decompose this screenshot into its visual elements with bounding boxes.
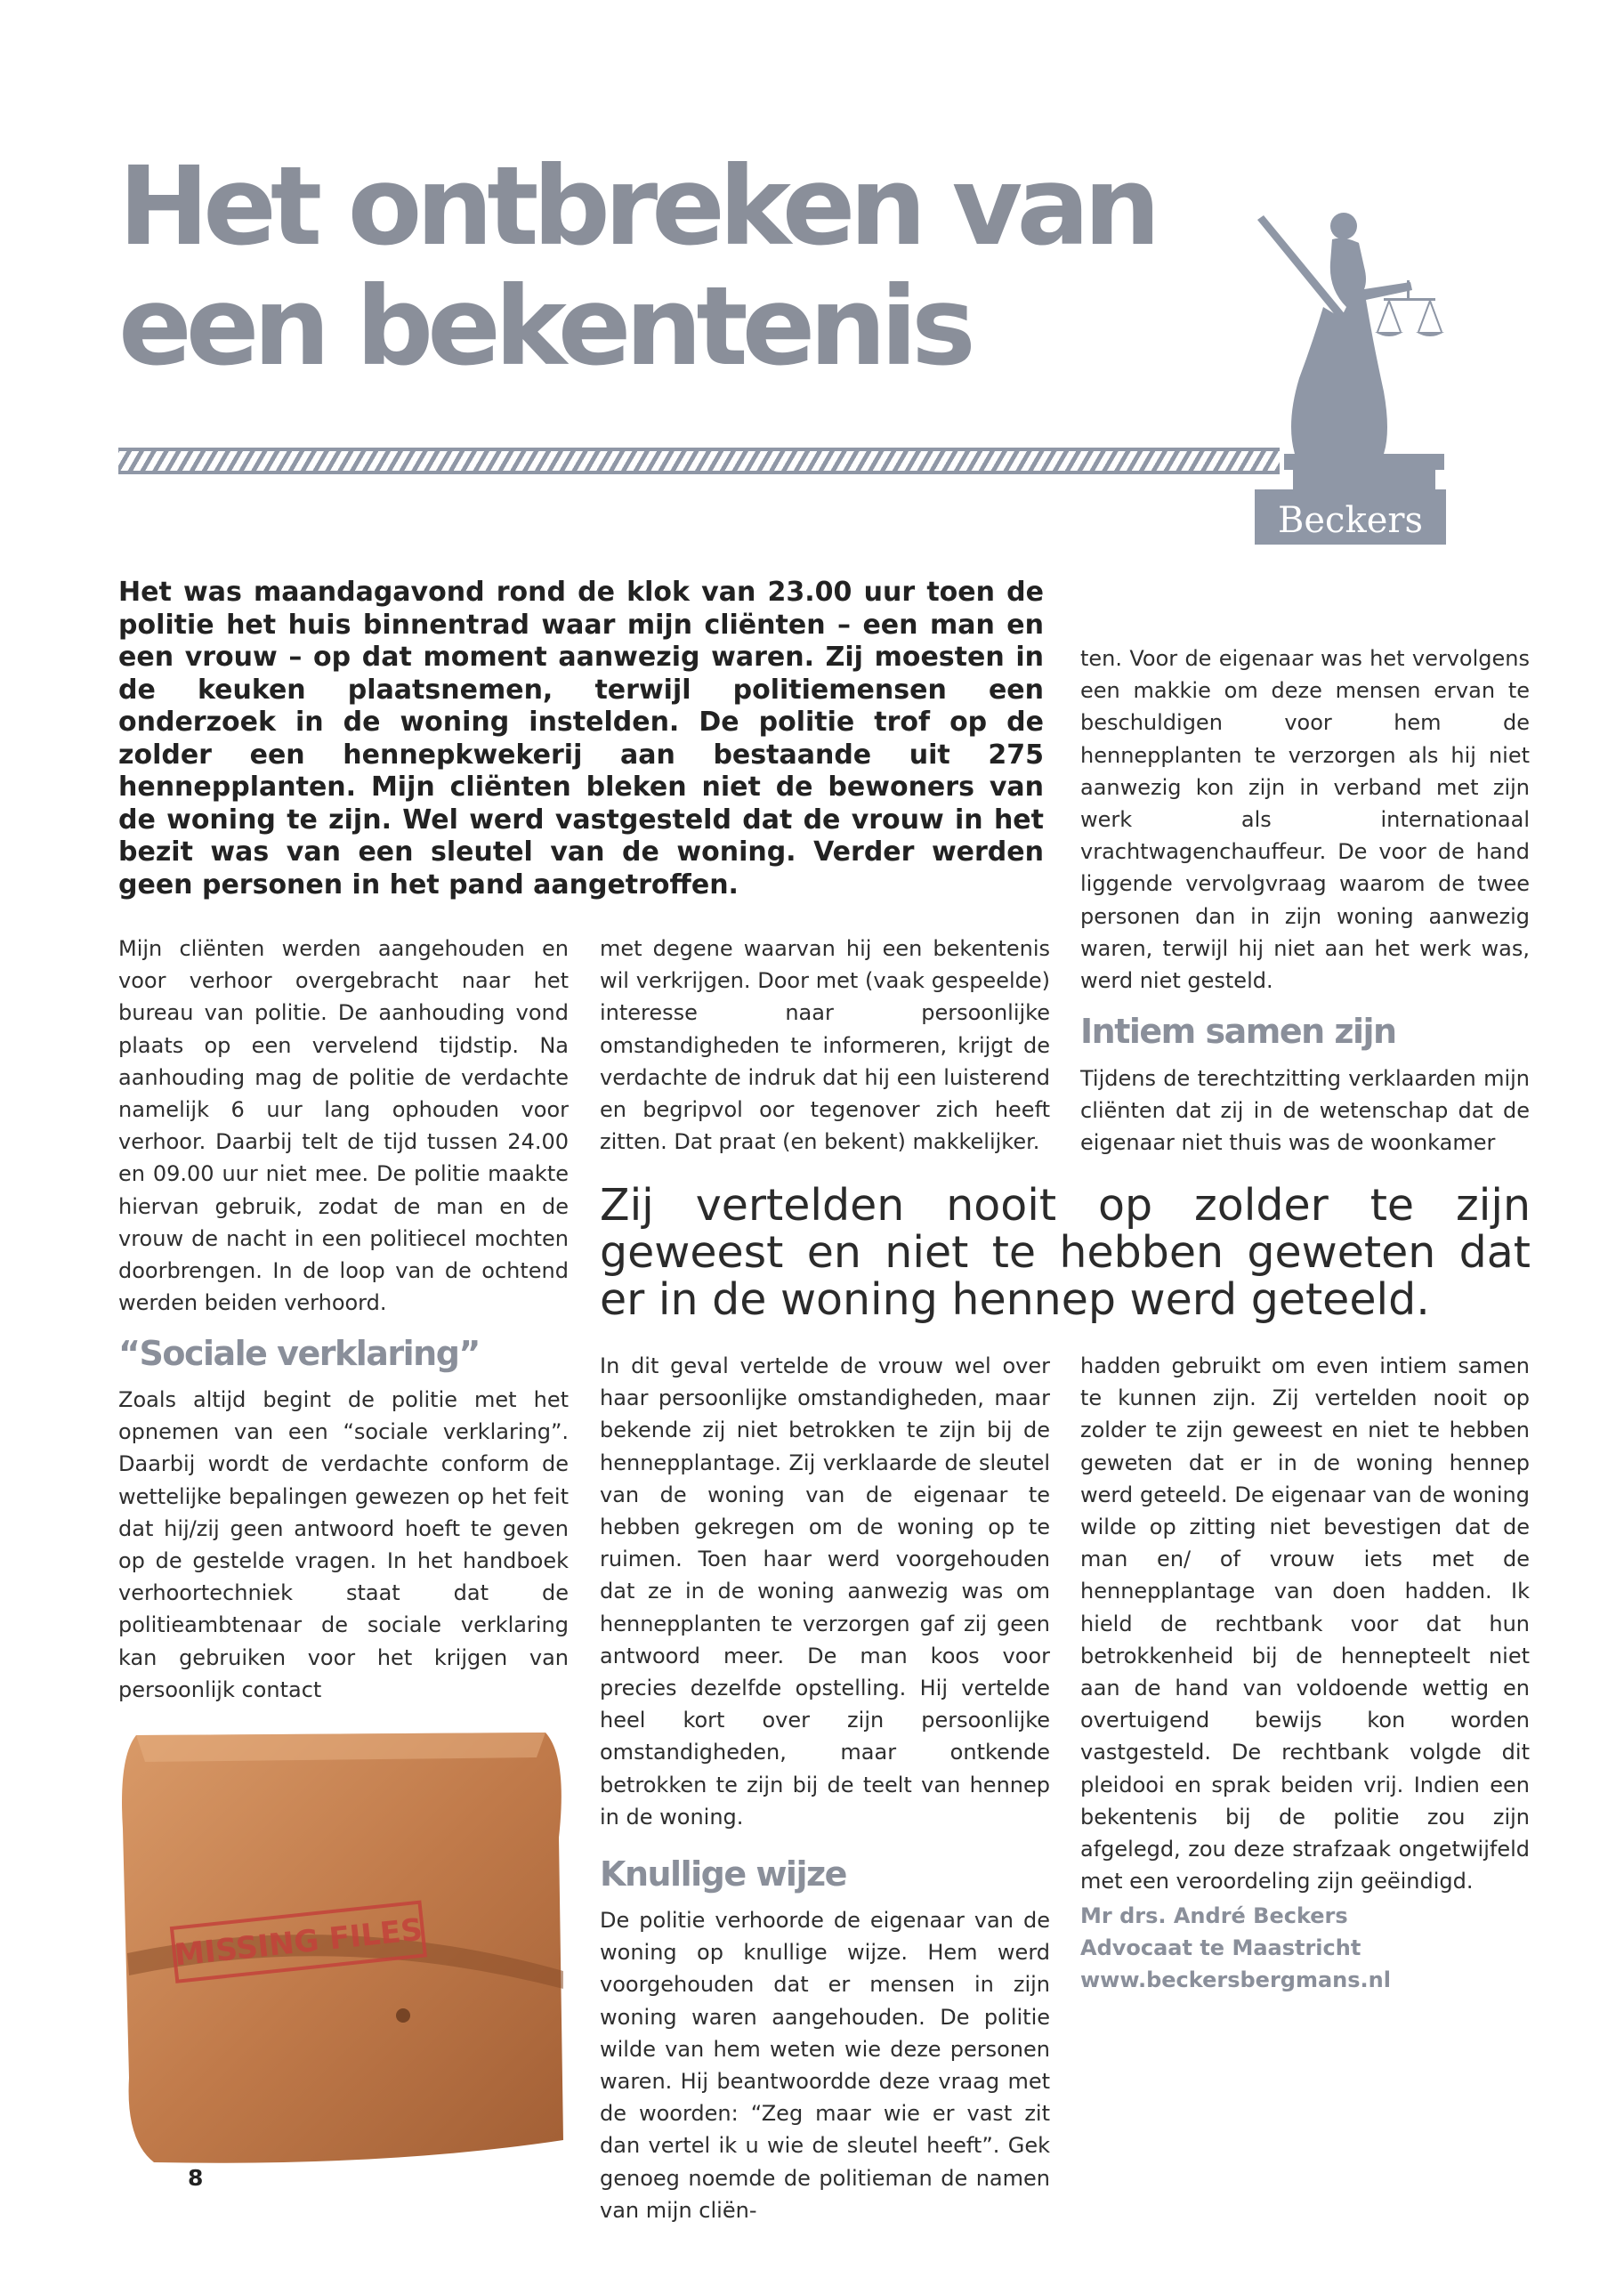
body-paragraph: Mijn cliënten werden aangehouden en voor verhoor overgebracht naar het bureau van politie. De aanhouding vond plaats op een vervelend tijdstip. Na aanhouding mag de politie de verdachte namelijk 6 uur lang ophouden voor verhoor. Daarbij telt de tijd tussen 24.00 en 09.00 uur niet mee. De politie maakte hiervan gebruik, zodat de man en de vrouw de nacht in een politiecel mochten doorbrengen. In de loop van de ochtend werden beiden verhoord. <box>118 936 569 1316</box>
heading-intiem-samen-zijn: Intiem samen zijn <box>1080 1012 1396 1051</box>
heading-sociale-verklaring: “Sociale verklaring” <box>118 1334 480 1373</box>
body-paragraph: Zoals altijd begint de politie met het opnemen van een “sociale verklaring”. Daarbij wordt de verdachte conform de wettelijke bepalingen gewezen op het feit dat hij/zij geen antwoord hoeft te geven op de gestelde vragen. In het handboek verhoortechniek staat dat de politieambtenaar de sociale verklaring kan gebruiken voor het krijgen van persoonlijk contact <box>118 1387 569 1702</box>
column-3-middle <box>1080 1062 1530 1159</box>
decorative-divider <box>118 448 1280 474</box>
logo-label: Beckers <box>1277 500 1424 541</box>
body-paragraph: met degene waarvan hij een bekentenis wil verkrijgen. Door met (vaak gespeelde) interesse naar persoonlijke omstandigheden te informeren, krijgt de verdachte de indruk dat hij een luisterend en begripvol oor tegenover zich heeft zitten. Dat praat (en bekent) makkelijker. <box>600 936 1050 1155</box>
page-number: 8 <box>188 2165 204 2191</box>
author-website: www.beckersbergmans.nl <box>1080 1967 1391 1992</box>
title-line-2: een bekentenis <box>118 263 970 390</box>
title-line-1: Het ontbreken van <box>118 143 1155 270</box>
article-title <box>118 143 1186 390</box>
author-name: Mr drs. André Beckers <box>1080 1903 1348 1928</box>
column-2-bottom <box>600 1904 1050 2226</box>
column-1-top <box>118 933 569 1319</box>
body-paragraph: ten. Voor de eigenaar was het vervolgens een makkie om deze mensen ervan te beschuldigen voor hem de hennepplanten te verzorgen als hij niet aanwezig kon zijn in verband met zijn werk als internationaal vrachtwagenchauffeur. De voor de hand liggende vervolgvraag waarom de twee personen dan in zijn woning aanwezig waren, terwijl hij niet aan het werk was, werd niet gesteld. <box>1080 646 1530 994</box>
stamp-text: MISSING FILES <box>173 1911 424 1974</box>
author-role: Advocaat te Maastricht <box>1080 1935 1361 1960</box>
column-3-top <box>1080 642 1530 997</box>
column-2-top <box>600 933 1050 1158</box>
column-2-middle <box>600 1350 1050 1833</box>
body-paragraph: De politie verhoorde de eigenaar van de woning op knullige wijze. Hem werd voorgehouden dat er mensen in zijn woning waren aangehouden. De politie wilde van hem weten wie deze personen waren. Hij beantwoordde deze vraag met de woorden: “Zeg maar wie er vast zit dan vertel ik u wie de sleutel heeft”. Gek genoeg noemde de politieman de namen van mijn cliën- <box>600 1908 1050 2223</box>
body-paragraph: In dit geval vertelde de vrouw wel over haar persoonlijke omstandigheden, maar bekende zij niet betrokken te zijn bij de hennepplantage. Zij verklaarde de sleutel van de woning van de eigenaar te hebben gekregen om de woning op te ruimen. Toen haar werd voorgehouden dat ze in de woning aanwezig was om hennepplanten te verzorgen gaf zij geen antwoord meer. De man koos voor precies dezelfde opstelling. Hij vertelde heel kort over zijn persoonlijke omstandigheden, maar ontkende betrokken te zijn bij de teelt van hennep in de woning. <box>600 1353 1050 1830</box>
column-1-bottom <box>118 1384 569 1706</box>
author-signature <box>1080 1900 1530 1996</box>
heading-knullige-wijze: Knullige wijze <box>600 1854 846 1894</box>
pull-quote: Zij vertelden nooit op zolder te zijn geweest en niet te hebben geweten dat er in de woning hennep werd geteeld. <box>600 1180 1531 1325</box>
column-3-bottom <box>1080 1350 1530 1897</box>
folder-icon <box>118 1722 581 2176</box>
body-paragraph: hadden gebruikt om even intiem samen te kunnen zijn. Zij vertelden nooit op zolder te zijn geweest en niet te hebben geweten dat er in de woning hennep werd geteeld. De eigenaar van de woning wilde op zitting niet bevestigen dat de man en/ of vrouw iets met de hennepplantage van doen hadden. Ik hield de rechtbank voor dat hun betrokkenheid bij de hennepteelt niet aan de hand van voldoende wettig en overtuigend bewijs kon worden vastgesteld. De rechtbank volgde dit pleidooi en sprak beiden vrij. Indien een bekentenis bij de politie zou zijn afgelegd, zou deze strafzaak ongetwijfeld met een veroordeling zijn geëindigd. <box>1080 1353 1530 1894</box>
lead-paragraph: Het was maandagavond rond de klok van 23.00 uur toen de politie het huis binnentrad waar mijn cliënten – een man en een vrouw – op dat moment aanwezig waren. Zij moesten in de keuken plaatsnemen, terwijl politiemensen een onderzoek in de woning instelden. De politie trof op de zolder een hennepkwekerij aan bestaande uit 275 hennepplanten. Mijn cliënten bleken niet de bewoners van de woning te zijn. Wel werd vastgesteld dat de vrouw in het bezit was van een sleutel van de woning. Verder werden geen personen in het pand aangetroffen. <box>118 577 1044 901</box>
body-paragraph: Tijdens de terechtzitting verklaarden mijn cliënten dat zij in de wetenschap dat de eigenaar niet thuis was de woonkamer <box>1080 1066 1530 1156</box>
